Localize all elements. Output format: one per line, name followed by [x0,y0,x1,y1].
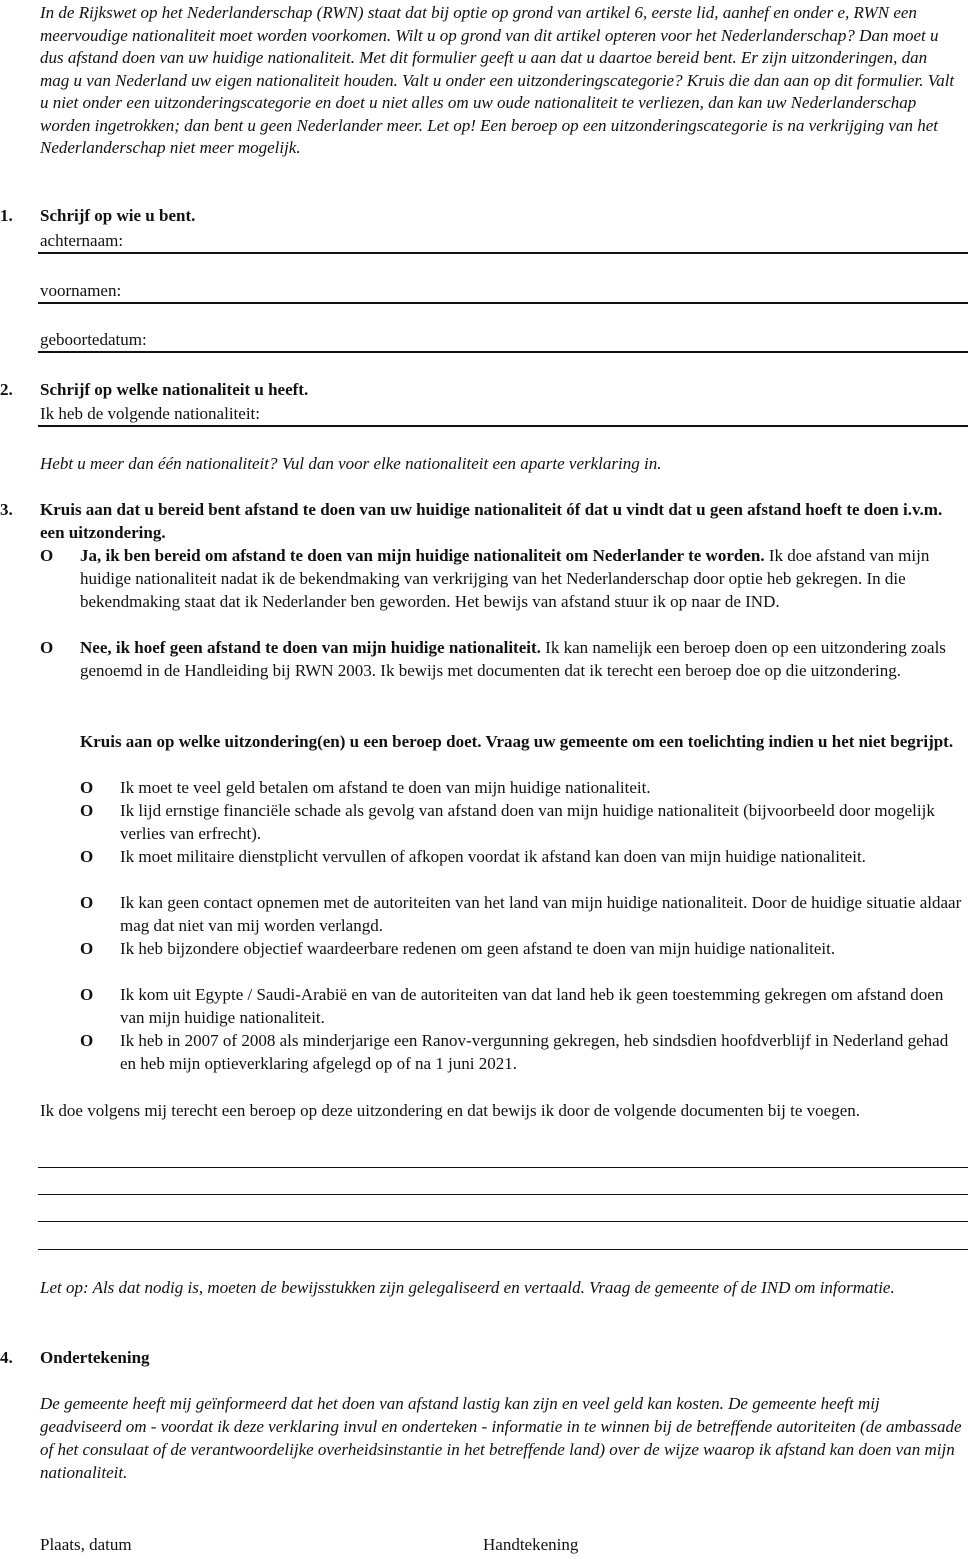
option-no-body: Ik kan namelijk een beroep doen op een uitzondering zoals genoemd in de Handleiding bij RWN 2003. Ik bewijs met documenten dat ik terecht een beroep doe op die uitzondering. [80,638,946,680]
documents-line-1[interactable] [38,1167,968,1168]
documents-text: Ik doe volgens mij terecht een beroep op deze uitzondering en dat bewijs ik door de volgende documenten bij te voegen. [40,1101,860,1120]
exception-3-checkbox[interactable]: O [80,847,94,866]
nationality-label: Ik heb de volgende nationaliteit: [40,404,260,423]
exception-4-text: Ik kan geen contact opnemen met de autoriteiten van het land van mijn huidige nationaliteit. Door de huidige situatie aldaar mag dat niet van mij worden verlangd. [120,893,962,935]
exception-6-checkbox[interactable]: O [80,985,94,1004]
section-3-number: 3. [0,500,13,519]
exception-7-text: Ik heb in 2007 of 2008 als minderjarige een Ranov-vergunning gekregen, heb sindsdien hoofdverblijf in Nederland gehad en heb mijn optieverklaring afgelegd op of na 1 juni 2021. [120,1031,949,1073]
exception-6-text: Ik kom uit Egypte / Saudi-Arabië en van de autoriteiten van dat land heb ik geen toestemming gekregen om afstand doen van mijn huidige nationaliteit. [120,985,944,1027]
legal-note: Let op: Als dat nodig is, moeten de bewijsstukken zijn gelegaliseerd en vertaald. Vraag de gemeente of de IND om informatie. [40,1278,895,1297]
exception-4-checkbox[interactable]: O [80,893,94,912]
option-no-checkbox[interactable]: O [40,638,54,657]
surname-label: achternaam: [40,231,124,250]
surname-field[interactable] [38,252,968,254]
section-4-number: 4. [0,1348,13,1367]
nationality-note: Hebt u meer dan één nationaliteit? Vul dan voor elke nationaliteit een aparte verklaring in. [40,454,662,473]
intro-text: In de Rijkswet op het Nederlanderschap (RWN) staat dat bij optie op grond van artikel 6, eerste lid, aanhef en onder e, RWN een meervoudige nationaliteit moet worden voorkomen. Wilt u op grond van dit artikel opteren voor het Nederlanderschap? Dan moet u dus afstand doen van uw huidige nationaliteit. Met dit formulier geeft u aan dat u daartoe bereid bent. Er zijn uitzonderingen, dan mag u van Nederland uw eigen nationaliteit houden. Valt u onder een uitzonderingscategorie? Kruis die dan aan op dit formulier. Valt u niet onder een uitzonderingscategorie en doet u niet alles om uw oude nationaliteit te verliezen, dan kan uw Nederlanderschap worden ingetrokken; dan bent u geen Nederlander meer. Let op! Een beroep op een uitzonderingscategorie is na verkrijging van het Nederlanderschap niet meer mogelijk. [40,3,955,157]
section-3-title: Kruis aan dat u bereid bent afstand te doen van uw huidige nationaliteit óf dat u vindt dat u geen afstand hoeft te doen i.v.m. een uitzondering. [40,500,943,542]
exception-1-checkbox[interactable]: O [80,778,94,797]
exception-5-text: Ik heb bijzondere objectief waardeerbare redenen om geen afstand te doen van mijn huidige nationaliteit. [120,939,836,958]
exception-3-text: Ik moet militaire dienstplicht vervullen of afkopen voordat ik afstand kan doen van mijn huidige nationaliteit. [120,847,866,866]
first-names-field[interactable] [38,302,968,304]
documents-line-4[interactable] [38,1249,968,1250]
option-no-text [80,636,965,682]
option-yes-body: Ik doe afstand van mijn huidige nationaliteit nadat ik de bekendmaking van verkrijging van het Nederlanderschap door optie heb gekregen. In die bekendmaking staat dat ik Nederlander ben geworden. Het bewijs van afstand stuur ik op naar de IND. [80,546,930,611]
section-4-title: Ondertekening [40,1348,150,1367]
signing-note: De gemeente heeft mij geïnformeerd dat het doen van afstand lastig kan zijn en veel geld kan kosten. De gemeente heeft mij geadviseerd om - voordat ik deze verklaring invul en onderteken - informatie in te winnen bij de betreffende autoriteiten (de ambassade of het consulaat of de verantwoordelijke overheidsinstantie in het betreffende land) over de wijze waarop ik afstand kan doen van mijn nationaliteit. [40,1394,962,1482]
exception-7-checkbox[interactable]: O [80,1031,94,1050]
option-yes-heading: Ja, ik ben bereid om afstand te doen van mijn huidige nationaliteit om Nederlander te worden. [80,546,765,565]
place-date-label: Plaats, datum [40,1535,132,1554]
birthdate-field[interactable] [38,351,968,353]
section-1-number: 1. [0,206,13,225]
option-yes-text [80,544,965,613]
section-2-title: Schrijf op welke nationaliteit u heeft. [40,380,309,399]
signature-label: Handtekening [483,1535,579,1554]
section-1-title: Schrijf op wie u bent. [40,206,196,225]
option-no-heading: Nee, ik hoef geen afstand te doen van mijn huidige nationaliteit. [80,638,541,657]
option-yes-checkbox[interactable]: O [40,546,54,565]
first-names-label: voornamen: [40,281,122,300]
section-2-number: 2. [0,380,13,399]
documents-line-3[interactable] [38,1221,968,1222]
exception-2-checkbox[interactable]: O [80,801,94,820]
birthdate-label: geboortedatum: [40,330,147,349]
exception-5-checkbox[interactable]: O [80,939,94,958]
nationality-field[interactable] [38,425,968,427]
documents-line-2[interactable] [38,1194,968,1195]
exception-2-text: Ik lijd ernstige financiële schade als gevolg van afstand doen van mijn huidige nationaliteit (bijvoorbeeld door mogelijk verlies van erfrecht). [120,801,935,843]
exception-1-text: Ik moet te veel geld betalen om afstand te doen van mijn huidige nationaliteit. [120,778,651,797]
exceptions-title: Kruis aan op welke uitzondering(en) u een beroep doet. Vraag uw gemeente om een toelichting indien u het niet begrijpt. [80,732,954,751]
